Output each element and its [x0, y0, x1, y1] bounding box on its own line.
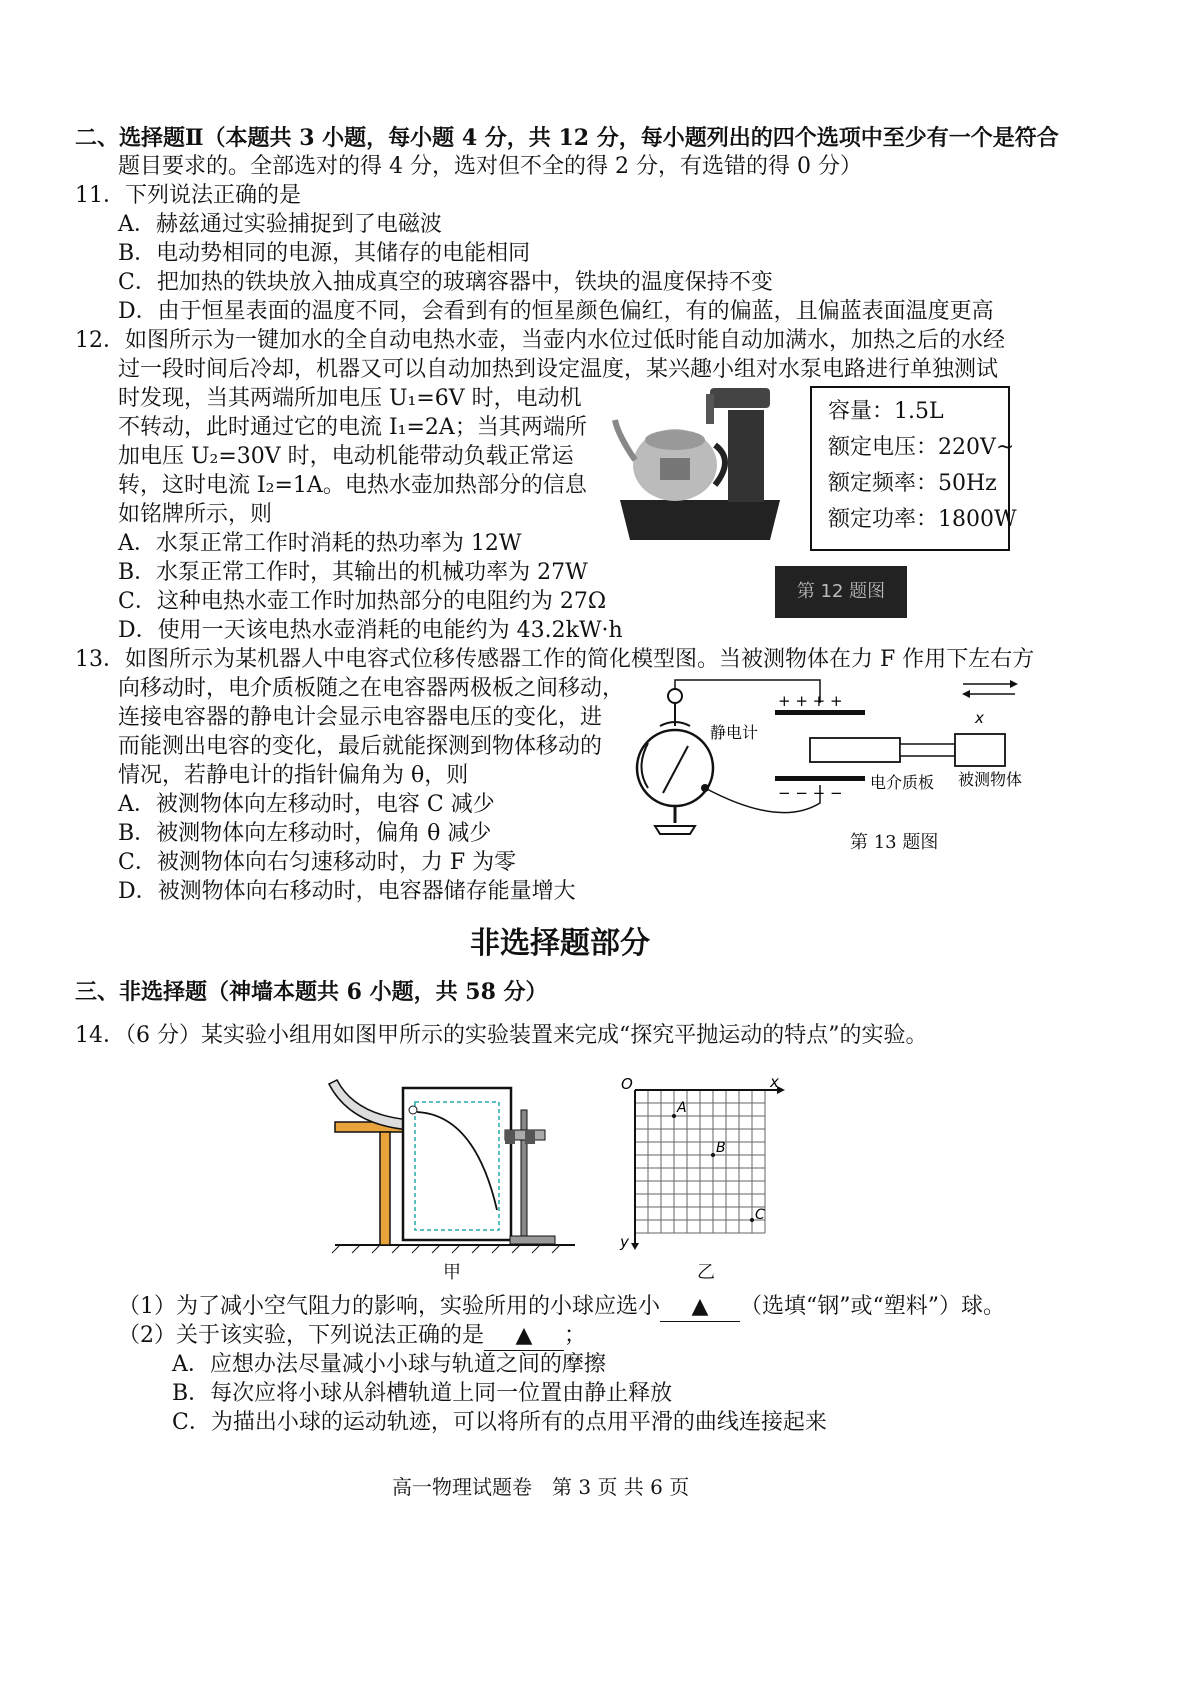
grid-x-label: x [770, 1075, 779, 1091]
grid-y-label: y [620, 1233, 629, 1250]
kettle-figure [610, 380, 800, 550]
q14-option-b: B．每次应将小球从斜槽轨道上同一位置由静止释放 [172, 1381, 673, 1406]
q13-stem-5: 情况，若静电计的指针偏角为 θ，则 [118, 763, 469, 788]
q12-stem-3: 时发现，当其两端所加电压 U₁=6V 时，电动机 [118, 386, 582, 411]
q11-stem: 11．下列说法正确的是 [75, 183, 301, 208]
label-dielectric: 电介质板 [870, 773, 935, 792]
page-footer: 高一物理试题卷 第 3 页 共 6 页 [392, 1475, 690, 1499]
q13-figure-caption: 第 13 题图 [850, 832, 939, 853]
projectile-apparatus-figure [325, 1070, 585, 1255]
q13-option-d: D．被测物体向右移动时，电容器储存能量增大 [118, 879, 576, 904]
q12-stem-6: 转，这时电流 I₂=1A。电热水壶加热部分的信息 [118, 473, 587, 498]
section2-heading-cont: 题目要求的。全部选对的得 4 分，选对但不全的得 2 分，有选错的得 0 分） [118, 154, 862, 179]
q11-option-c: C．把加热的铁块放入抽成真空的玻璃容器中，铁块的温度保持不变 [118, 270, 773, 295]
figure-yi-caption: 乙 [697, 1262, 715, 1283]
point-b-label: B [716, 1140, 726, 1156]
section3-heading: 三、非选择题（神墙本题共 6 小题，共 58 分） [75, 979, 548, 1005]
q12-option-a: A．水泵正常工作时消耗的热功率为 12W [118, 531, 522, 556]
q13-stem-1: 13．如图所示为某机器人中电容式位移传感器工作的简化模型图。当被测物体在力 F 作用下左右方 [75, 647, 1035, 672]
q12-option-b: B．水泵正常工作时，其输出的机械功率为 27W [118, 560, 588, 585]
figure-jia-caption: 甲 [443, 1262, 461, 1283]
q12-stem-1: 12．如图所示为一键加水的全自动电热水壶，当壶内水位过低时能自动加满水，加热之后的水经 [75, 328, 1005, 353]
nameplate-power: 额定功率：1800W [828, 507, 1017, 532]
q12-option-d: D．使用一天该电热水壶消耗的电能约为 43.2kW·h [118, 618, 623, 643]
section2-heading: 二、选择题Ⅱ（本题共 3 小题，每小题 4 分，共 12 分，每小题列出的四个选项中至少有一个是符合 [75, 125, 1059, 151]
q12-option-c: C．这种电热水壶工作时加热部分的电阻约为 27Ω [118, 589, 607, 614]
q13-stem-3: 连接电容器的静电计会显示电容器电压的变化，进 [118, 705, 603, 730]
capacitor-sensor-figure [630, 668, 1050, 858]
point-c-label: C [755, 1207, 765, 1223]
q12-stem-7: 如铭牌所示，则 [118, 502, 273, 527]
q14-option-a: A．应想办法尽量减小小球与轨道之间的摩擦 [172, 1352, 606, 1377]
grid-origin-label: O [621, 1075, 633, 1093]
q13-option-b: B．被测物体向左移动时，偏角 θ 减少 [118, 821, 492, 846]
q11-option-d: D．由于恒星表面的温度不同，会看到有的恒星颜色偏红，有的偏蓝，且偏蓝表面温度更高 [118, 299, 994, 324]
q12-stem-5: 加电压 U₂=30V 时，电动机能带动负载正常运 [118, 444, 574, 469]
trajectory-grid-figure [615, 1075, 790, 1250]
label-object: 被测物体 [958, 770, 1023, 789]
nameplate-voltage: 额定电压：220V~ [828, 435, 1015, 460]
label-electrometer: 静电计 [710, 723, 759, 742]
plus-signs: + + + + [778, 692, 843, 710]
label-x: x [975, 709, 984, 727]
q13-stem-4: 而能测出电容的变化，最后就能探测到物体移动的 [118, 734, 603, 759]
part-title: 非选择题部分 [470, 926, 650, 961]
q14-option-c: C．为描出小球的运动轨迹，可以将所有的点用平滑的曲线连接起来 [172, 1410, 827, 1435]
kettle-nameplate [810, 386, 1017, 551]
q11-option-b: B．电动势相同的电源，其储存的电能相同 [118, 241, 531, 266]
q12-figure-label: 第 12 题图 [775, 566, 907, 618]
q11-option-a: A．赫兹通过实验捕捉到了电磁波 [118, 212, 442, 237]
q12-stem-4: 不转动，此时通过它的电流 I₁=2A；当其两端所 [118, 415, 587, 440]
minus-signs: − − − − [778, 784, 843, 802]
q14-sub1: （1）为了减小空气阻力的影响，实验所用的小球应选小 ▲ （选填“钢”或“塑料”）球。 [118, 1293, 1005, 1322]
answer-blank-2[interactable]: ▲ [484, 1322, 564, 1351]
q14-sub2: （2）关于该实验，下列说法正确的是 ▲ ； [118, 1322, 586, 1351]
q13-option-a: A．被测物体向左移动时，电容 C 减少 [118, 792, 495, 817]
q13-option-c: C．被测物体向右匀速移动时，力 F 为零 [118, 850, 517, 875]
nameplate-frequency: 额定频率：50Hz [828, 471, 997, 496]
point-a-label: A [677, 1100, 687, 1116]
q13-stem-2: 向移动时，电介质板随之在电容器两极板之间移动， [118, 676, 625, 701]
q14-stem: 14．（6 分）某实验小组用如图甲所示的实验装置来完成“探究平抛运动的特点”的实验。 [75, 1023, 928, 1048]
nameplate-capacity: 容量：1.5L [828, 399, 944, 424]
answer-blank-1[interactable]: ▲ [660, 1293, 740, 1322]
q12-stem-2: 过一段时间后冷却，机器又可以自动加热到设定温度，某兴趣小组对水泵电路进行单独测试 [118, 357, 999, 382]
